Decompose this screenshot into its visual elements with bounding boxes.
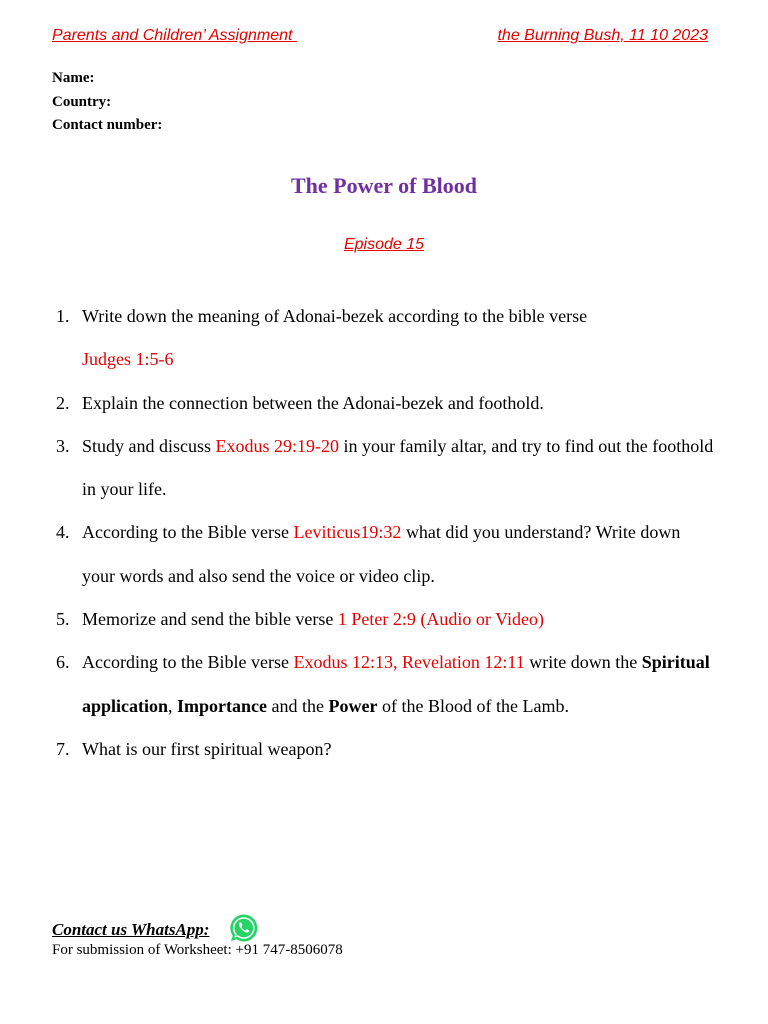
- question-number: 4.: [56, 522, 70, 543]
- question-7: [56, 728, 716, 771]
- question-text: [82, 598, 716, 641]
- question-text-part: Memorize and send the bible verse: [82, 609, 338, 630]
- question-text-part: what did you understand? Write down your words and also send the voice or video clip.: [82, 522, 681, 586]
- question-5: [56, 598, 716, 641]
- question-text: Explain the connection between the Adonai-bezek and foothold.: [82, 392, 544, 413]
- question-number: 1.: [56, 306, 70, 326]
- question-number: 5.: [56, 609, 70, 630]
- question-text-part: According to the Bible verse: [82, 522, 294, 543]
- episode-label: Episode 15: [343, 236, 425, 253]
- question-number: 3.: [56, 435, 70, 456]
- question-text-part: ,: [168, 695, 178, 716]
- page-title: The Power of Blood: [291, 173, 477, 198]
- bible-reference: Leviticus19:32: [293, 522, 402, 543]
- question-text-part: and the: [267, 695, 329, 716]
- bible-reference: 1 Peter 2:9 (Audio or Video): [337, 609, 544, 630]
- bible-reference: Exodus 12:13, Revelation 12:11: [293, 652, 525, 673]
- question-text-part: Study and discuss: [82, 435, 216, 456]
- question-text-part: in your family altar, and try to find out the foothold in your life.: [82, 435, 714, 500]
- question-1: [56, 295, 716, 382]
- question-number: 2.: [56, 392, 70, 413]
- contact-whatsapp-label: Contact us WhatsApp:: [52, 920, 210, 939]
- whatsapp-icon[interactable]: [228, 912, 260, 944]
- contact-number-label: Contact number:: [52, 117, 163, 133]
- question-2: [56, 382, 716, 425]
- question-number: 6.: [56, 652, 70, 673]
- question-text-part: write down the: [524, 652, 642, 673]
- question-4: [56, 511, 716, 598]
- question-text: [82, 511, 716, 598]
- question-text: What is our first spiritual weapon?: [82, 738, 332, 759]
- submission-contact-text: For submission of Worksheet: +91 747-8506078: [52, 942, 343, 958]
- question-text: [82, 295, 716, 382]
- bible-reference: Judges 1:5-6: [82, 349, 174, 370]
- name-label: Name:: [52, 70, 95, 86]
- question-6: [56, 641, 716, 728]
- emphasis-text: Spiritual application: [82, 652, 710, 716]
- question-text: [82, 641, 716, 728]
- question-3: [56, 425, 716, 512]
- question-list: [56, 295, 716, 771]
- question-text: [82, 425, 716, 512]
- question-text-part: According to the Bible verse: [82, 652, 294, 673]
- header-right: the Burning Bush, 11 10 2023: [497, 27, 708, 44]
- emphasis-text: Power: [328, 695, 378, 716]
- country-label: Country:: [52, 94, 112, 110]
- question-number: 7.: [56, 738, 70, 759]
- question-text-part: of the Blood of the Lamb.: [377, 695, 569, 716]
- bible-reference: Exodus 29:19-20: [215, 435, 340, 456]
- header-left: Parents and Children’ Assignment: [52, 27, 297, 44]
- emphasis-text: Importance: [177, 695, 268, 716]
- question-text-part: Write down the meaning of Adonai-bezek according to the bible verse: [82, 306, 588, 326]
